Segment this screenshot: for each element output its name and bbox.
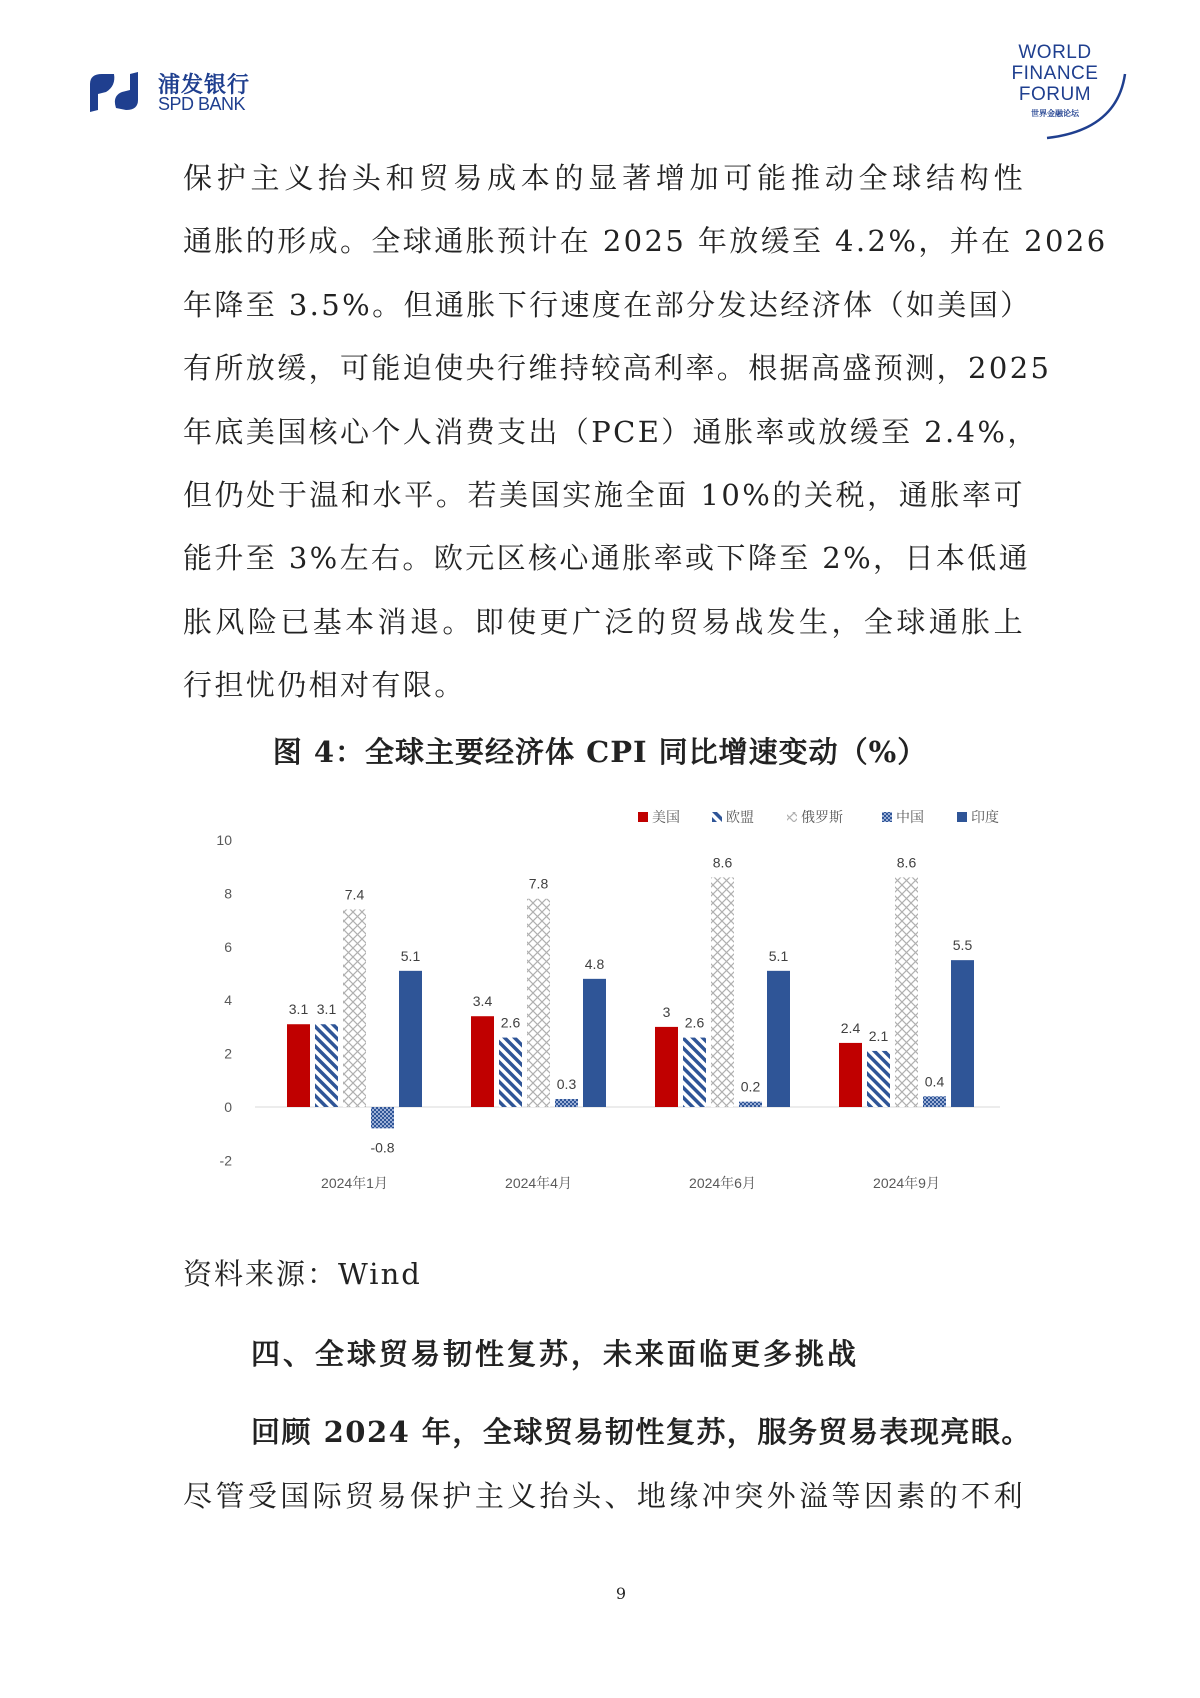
wff-line1: WORLD (1018, 42, 1092, 63)
data-label: 2.6 (500, 1014, 521, 1031)
body-line: 尽管受国际贸易保护主义抬头、地缘冲突外溢等因素的不利 (183, 1479, 1025, 1513)
data-label: 5.1 (400, 947, 421, 964)
spd-logo-mark-icon (86, 70, 144, 114)
bar-欧盟 (867, 1051, 890, 1107)
spd-logo-cn: 浦发银行 (158, 73, 251, 98)
data-label: 3.1 (288, 1001, 309, 1018)
y-tick-label: 6 (224, 938, 232, 955)
data-label: 2.1 (868, 1027, 889, 1044)
body-line: 年降至 3.5%。但通胀下行速度在部分发达经济体（如美国） (183, 287, 1032, 322)
bar-美国 (839, 1043, 862, 1107)
bar-印度 (767, 971, 790, 1107)
data-label: 0.2 (740, 1078, 761, 1095)
x-axis (321, 1175, 940, 1191)
data-label: 7.8 (528, 875, 549, 892)
bar-俄罗斯 (343, 909, 366, 1107)
bar-欧盟 (683, 1038, 706, 1107)
data-label: 3.4 (472, 993, 493, 1010)
data-label: 3 (662, 1003, 671, 1020)
data-label: 2.4 (840, 1019, 861, 1036)
body-line: 保护主义抬头和贸易成本的显著增加可能推动全球结构性 (183, 161, 1025, 195)
spd-bank-logo (86, 68, 266, 118)
chart-legend (638, 809, 999, 825)
legend-swatch (957, 812, 967, 822)
x-category-label: 2024年4月 (505, 1175, 572, 1191)
bar-中国 (739, 1102, 762, 1107)
legend-label: 俄罗斯 (801, 809, 843, 825)
data-label: 0.3 (556, 1075, 577, 1092)
figure-source: 资料来源：Wind (183, 1257, 422, 1291)
body-line: 胀风险已基本消退。即使更广泛的贸易战发生，全球通胀上 (183, 604, 1025, 639)
legend-swatch (638, 812, 648, 822)
body-line: 能升至 3%左右。欧元区核心通胀率或下降至 2%，日本低通 (183, 541, 1031, 576)
data-label: 4.8 (584, 955, 605, 972)
data-label: 5.5 (952, 937, 973, 954)
data-label: 3.1 (316, 1001, 337, 1018)
data-label: 0.4 (924, 1073, 945, 1090)
bar-印度 (951, 960, 974, 1107)
body-line: 通胀的形成。全球通胀预计在 2025 年放缓至 4.2%，并在 2026 (183, 224, 1108, 259)
bar-俄罗斯 (711, 877, 734, 1107)
bar-中国 (555, 1099, 578, 1107)
x-category-label: 2024年1月 (321, 1175, 388, 1191)
body-line: 年底美国核心个人消费支出（PCE）通胀率或放缓至 2.4%， (183, 414, 1039, 449)
legend-label: 欧盟 (726, 809, 754, 825)
data-label: 8.6 (712, 854, 733, 871)
legend-swatch (787, 812, 797, 822)
legend-swatch (882, 812, 892, 822)
bar-中国 (371, 1107, 394, 1128)
bar-欧盟 (315, 1024, 338, 1107)
section-heading: 四、全球贸易韧性复苏，未来面临更多挑战 (251, 1337, 860, 1371)
y-tick-label: -2 (219, 1152, 232, 1169)
bar-欧盟 (499, 1038, 522, 1107)
legend-swatch (712, 812, 722, 822)
bar-美国 (655, 1027, 678, 1107)
wff-line3: FORUM (1018, 84, 1092, 105)
bar-俄罗斯 (895, 877, 918, 1107)
y-tick-label: 0 (224, 1099, 232, 1115)
spd-logo-en: SPD BANK (158, 94, 246, 114)
y-tick-label: 2 (224, 1045, 232, 1062)
wff-arc-icon (1025, 72, 1130, 142)
body-line: 行担忧仍相对有限。 (183, 668, 466, 703)
bold-lead-sentence: 回顾 2024 年，全球贸易韧性复苏，服务贸易表现亮眼。 (251, 1415, 1032, 1449)
figure-title: 图 4：全球主要经济体 CPI 同比增速变动（%） (272, 735, 928, 769)
y-tick-label: 4 (224, 992, 232, 1009)
bar-印度 (583, 979, 606, 1107)
world-finance-forum-logo (1005, 42, 1130, 142)
bar-印度 (399, 971, 422, 1107)
legend-label: 中国 (896, 809, 924, 825)
data-label: 8.6 (896, 854, 917, 871)
y-tick-label: 8 (224, 885, 232, 902)
cpi-bar-chart (200, 795, 1020, 1215)
page-number: 9 (615, 1584, 627, 1603)
x-category-label: 2024年6月 (689, 1175, 756, 1191)
bar-美国 (287, 1024, 310, 1107)
legend-label: 美国 (652, 809, 680, 825)
data-label: 7.4 (344, 886, 365, 903)
bar-俄罗斯 (527, 899, 550, 1107)
body-line: 但仍处于温和水平。若美国实施全面 10%的关税，通胀率可 (183, 478, 1025, 512)
body-line: 有所放缓，可能迫使央行维持较高利率。根据高盛预测，2025 (183, 351, 1052, 386)
wff-sub: 世界金融论坛 (1031, 109, 1079, 118)
x-category-label: 2024年9月 (873, 1175, 940, 1191)
data-label: 2.6 (684, 1014, 705, 1031)
wff-line2: FINANCE (1011, 63, 1099, 84)
data-label: 5.1 (768, 947, 789, 964)
legend-label: 印度 (971, 809, 999, 825)
y-axis (216, 832, 1000, 1168)
bar-美国 (471, 1016, 494, 1107)
bar-中国 (923, 1096, 946, 1107)
bars (287, 854, 974, 1155)
data-label: -0.8 (370, 1139, 395, 1156)
y-tick-label: 10 (216, 832, 232, 848)
